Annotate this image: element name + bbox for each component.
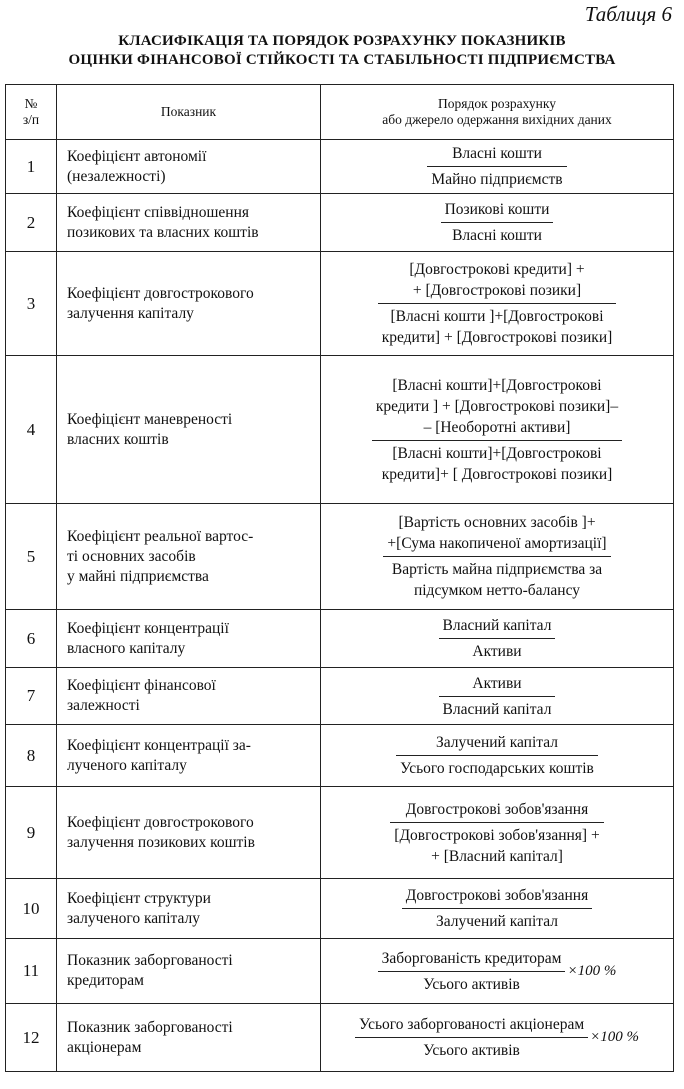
multiplier: ×100 % (567, 962, 617, 979)
calculation-formula (321, 725, 674, 787)
calculation-formula (321, 504, 674, 610)
table-body (6, 140, 674, 1072)
formula-numerator-line: [Вартість основних засобів ]+ (398, 514, 596, 531)
document-title-line-2: ОЦІНКИ ФІНАНСОВОЇ СТІЙКОСТІ ТА СТАБІЛЬНОСТІ ПІДПРИЄМСТВА (68, 52, 616, 68)
formula-denominator-line: [Власні кошти]+[Довгострокові (392, 444, 602, 462)
formula-denominator-line: кредити] + [Довгострокові позики] (381, 329, 613, 346)
indicator-name-line: Коефіцієнт концентрації за- (67, 736, 251, 754)
row-number: 4 (6, 356, 57, 504)
indicator-name-line: акціонерам (67, 1038, 142, 1056)
indicator-name (57, 252, 321, 356)
calculation-formula (321, 252, 674, 356)
indicator-name-line: власного капіталу (67, 639, 186, 657)
formula-numerator (439, 673, 556, 696)
formula-numerator-line: [Власні кошти]+[Довгострокові (392, 376, 602, 394)
table-row (6, 879, 674, 939)
table-row (6, 725, 674, 787)
formula-denominator-line: [Власні кошти ]+[Довгострокові (390, 308, 604, 325)
formula-denominator (372, 440, 622, 485)
formula-fraction (396, 732, 598, 779)
formula-denominator-line: підсумком нетто-балансу (413, 582, 581, 599)
row-number: 10 (6, 879, 57, 939)
indicator-name-line: Показник заборгованості (67, 952, 233, 969)
formula-numerator-line: Заборгованість кредиторам (381, 949, 562, 967)
formula-numerator (383, 512, 610, 556)
formula-fraction (372, 375, 622, 485)
calculation-formula (321, 668, 674, 725)
header-number-line-1: № (24, 96, 38, 111)
indicator-name (57, 504, 321, 610)
formula-denominator-line: Власні кошти (452, 227, 542, 244)
table-header-row (6, 85, 674, 140)
row-number: 6 (6, 610, 57, 668)
formula-numerator (441, 199, 554, 222)
formula-numerator (402, 885, 592, 908)
formula-numerator-line: Довгострокові зобов'язання (405, 887, 589, 904)
formula-denominator-line: + [Власний капітал] (431, 847, 563, 865)
formula-numerator (378, 948, 566, 971)
row-number: 12 (6, 1004, 57, 1072)
formula-fraction (439, 615, 556, 662)
indicator-name (57, 356, 321, 504)
indicator-name-line: залученого капіталу (67, 909, 200, 927)
formula-with-multiplier (378, 948, 617, 995)
multiplier: ×100 % (590, 1029, 640, 1045)
formula-numerator (390, 799, 603, 822)
formula-denominator-line: Усього активів (423, 975, 520, 993)
formula-numerator (372, 375, 622, 440)
table-row (6, 610, 674, 668)
row-number: 2 (6, 194, 57, 252)
indicator-name-line: Коефіцієнт автономії (67, 147, 207, 165)
indicator-name-line: Коефіцієнт структури (67, 889, 211, 907)
document-title-line-1: КЛАСИФІКАЦІЯ ТА ПОРЯДОК РОЗРАХУНКУ ПОКАЗНИКІВ (118, 33, 566, 49)
indicator-name (57, 194, 321, 252)
formula-fraction (439, 673, 556, 720)
indicator-name-line: Коефіцієнт фінансової (67, 677, 216, 694)
calculation-formula (321, 939, 674, 1004)
formula-fraction (390, 799, 603, 867)
formula-denominator (390, 822, 603, 867)
formula-denominator (396, 755, 598, 779)
formula-numerator-line: Позикові кошти (444, 201, 550, 218)
formula-with-multiplier (355, 1014, 639, 1061)
formula-denominator (427, 166, 566, 190)
table-row (6, 140, 674, 194)
table-row (6, 668, 674, 725)
calculation-formula (321, 1004, 674, 1072)
indicator-name-line: Коефіцієнт концентрації (67, 619, 229, 637)
table-row (6, 504, 674, 610)
indicator-name-line: Коефіцієнт співвідношення (67, 203, 250, 221)
row-number: 9 (6, 787, 57, 879)
indicator-name-line: ті основних засобів (67, 547, 196, 565)
indicator-name-line: Показник заборгованості (67, 1018, 233, 1036)
formula-denominator (441, 222, 554, 246)
formula-denominator (402, 908, 592, 932)
formula-numerator-line: +[Сума накопиченої амортизації] (387, 535, 607, 552)
row-number: 5 (6, 504, 57, 610)
row-number: 1 (6, 140, 57, 194)
formula-numerator-line: Власний капітал (442, 617, 552, 634)
formula-numerator-line: Залучений капітал (436, 734, 558, 751)
formula-denominator-line: Залучений капітал (436, 913, 558, 930)
formula-numerator (355, 1014, 588, 1037)
table-caption: Таблиця 6 (584, 2, 672, 26)
formula-denominator (439, 696, 556, 720)
formula-fraction (441, 199, 554, 246)
indicator-name (57, 939, 321, 1004)
row-number: 11 (6, 939, 57, 1004)
formula-fraction (355, 1014, 588, 1061)
formula-denominator-line: [Довгострокові зобов'язання] + (394, 826, 600, 844)
row-number: 3 (6, 252, 57, 356)
indicator-name-line: позикових та власних коштів (67, 223, 259, 241)
indicator-name (57, 879, 321, 939)
table-row (6, 1004, 674, 1072)
table-row (6, 252, 674, 356)
indicator-name-line: залучення капіталу (67, 304, 194, 322)
header-method-line-1: Порядок розрахунку (438, 96, 556, 111)
formula-numerator-line: + [Довгострокові позики] (412, 282, 582, 299)
indicator-name-line: Коефіцієнт реальної вартос- (67, 527, 254, 545)
header-number-line-2: з/п (22, 112, 40, 127)
indicator-name (57, 668, 321, 725)
formula-denominator-line: Активи (472, 643, 522, 660)
formula-numerator-line: Довгострокові зобов'язання (405, 800, 589, 818)
indicator-name (57, 1004, 321, 1072)
formula-numerator-line: [Довгострокові кредити] + (409, 261, 585, 278)
indicator-name-line: кредиторам (67, 972, 144, 989)
formula-denominator-line: Вартість майна підприємства за (391, 561, 603, 578)
row-number: 8 (6, 725, 57, 787)
formula-numerator-line: Власні кошти (452, 145, 542, 162)
indicator-name-line: Коефіцієнт маневреності (67, 410, 233, 428)
calculation-formula (321, 879, 674, 939)
indicator-name-line: лученого капіталу (67, 756, 187, 774)
formula-numerator-line: кредити ] + [Довгострокові позики]– (375, 397, 619, 415)
formula-fraction (378, 948, 566, 995)
header-method (321, 85, 674, 140)
formula-denominator (383, 556, 610, 601)
table-row (6, 939, 674, 1004)
formula-denominator-line: Власний капітал (442, 700, 552, 718)
indicator-name-line: власних коштів (67, 430, 169, 448)
indicator-name (57, 725, 321, 787)
indicator-name-line: (незалежності) (67, 167, 166, 185)
table-row (6, 194, 674, 252)
formula-numerator (427, 143, 566, 166)
calculation-formula (321, 356, 674, 504)
indicator-name-line: Коефіцієнт довгострокового (67, 284, 254, 302)
indicator-name-line: залежності (67, 697, 140, 714)
formula-denominator-line: Майно підприємств (431, 171, 563, 188)
calculation-formula (321, 140, 674, 194)
row-number: 7 (6, 668, 57, 725)
formula-denominator-line: Усього господарських коштів (400, 760, 594, 777)
indicator-name-line: залучення позикових коштів (67, 833, 255, 851)
indicator-name (57, 140, 321, 194)
indicator-name-line: Коефіцієнт довгострокового (67, 813, 254, 831)
formula-numerator (439, 615, 556, 638)
calculation-formula (321, 610, 674, 668)
formula-numerator-line: Активи (472, 674, 522, 692)
formula-fraction (383, 512, 610, 601)
formula-fraction (402, 885, 592, 932)
formula-fraction (427, 143, 566, 190)
table-row (6, 356, 674, 504)
formula-numerator-line: Усього заборгованості акціонерам (358, 1016, 585, 1033)
calculation-formula (321, 787, 674, 879)
formula-denominator (355, 1037, 588, 1061)
header-indicator: Показник (57, 85, 321, 140)
header-number (6, 85, 57, 140)
indicator-name-line: у майні підприємства (67, 567, 209, 585)
table-row (6, 787, 674, 879)
formula-denominator (439, 638, 556, 662)
formula-numerator-line: – [Необоротні активи] (423, 418, 571, 436)
formula-denominator-line: Усього активів (423, 1042, 520, 1059)
formula-numerator (396, 732, 598, 755)
indicator-name (57, 787, 321, 879)
indicator-name (57, 610, 321, 668)
formula-denominator (378, 303, 617, 348)
formula-denominator-line: кредити]+ [ Довгострокові позики] (381, 465, 613, 483)
header-method-line-2: або джерело одержання вихідних даних (382, 112, 612, 127)
formula-denominator (378, 971, 566, 995)
calculation-formula (321, 194, 674, 252)
formula-fraction (378, 259, 617, 348)
indicators-table (5, 84, 674, 1072)
formula-numerator (378, 259, 617, 303)
